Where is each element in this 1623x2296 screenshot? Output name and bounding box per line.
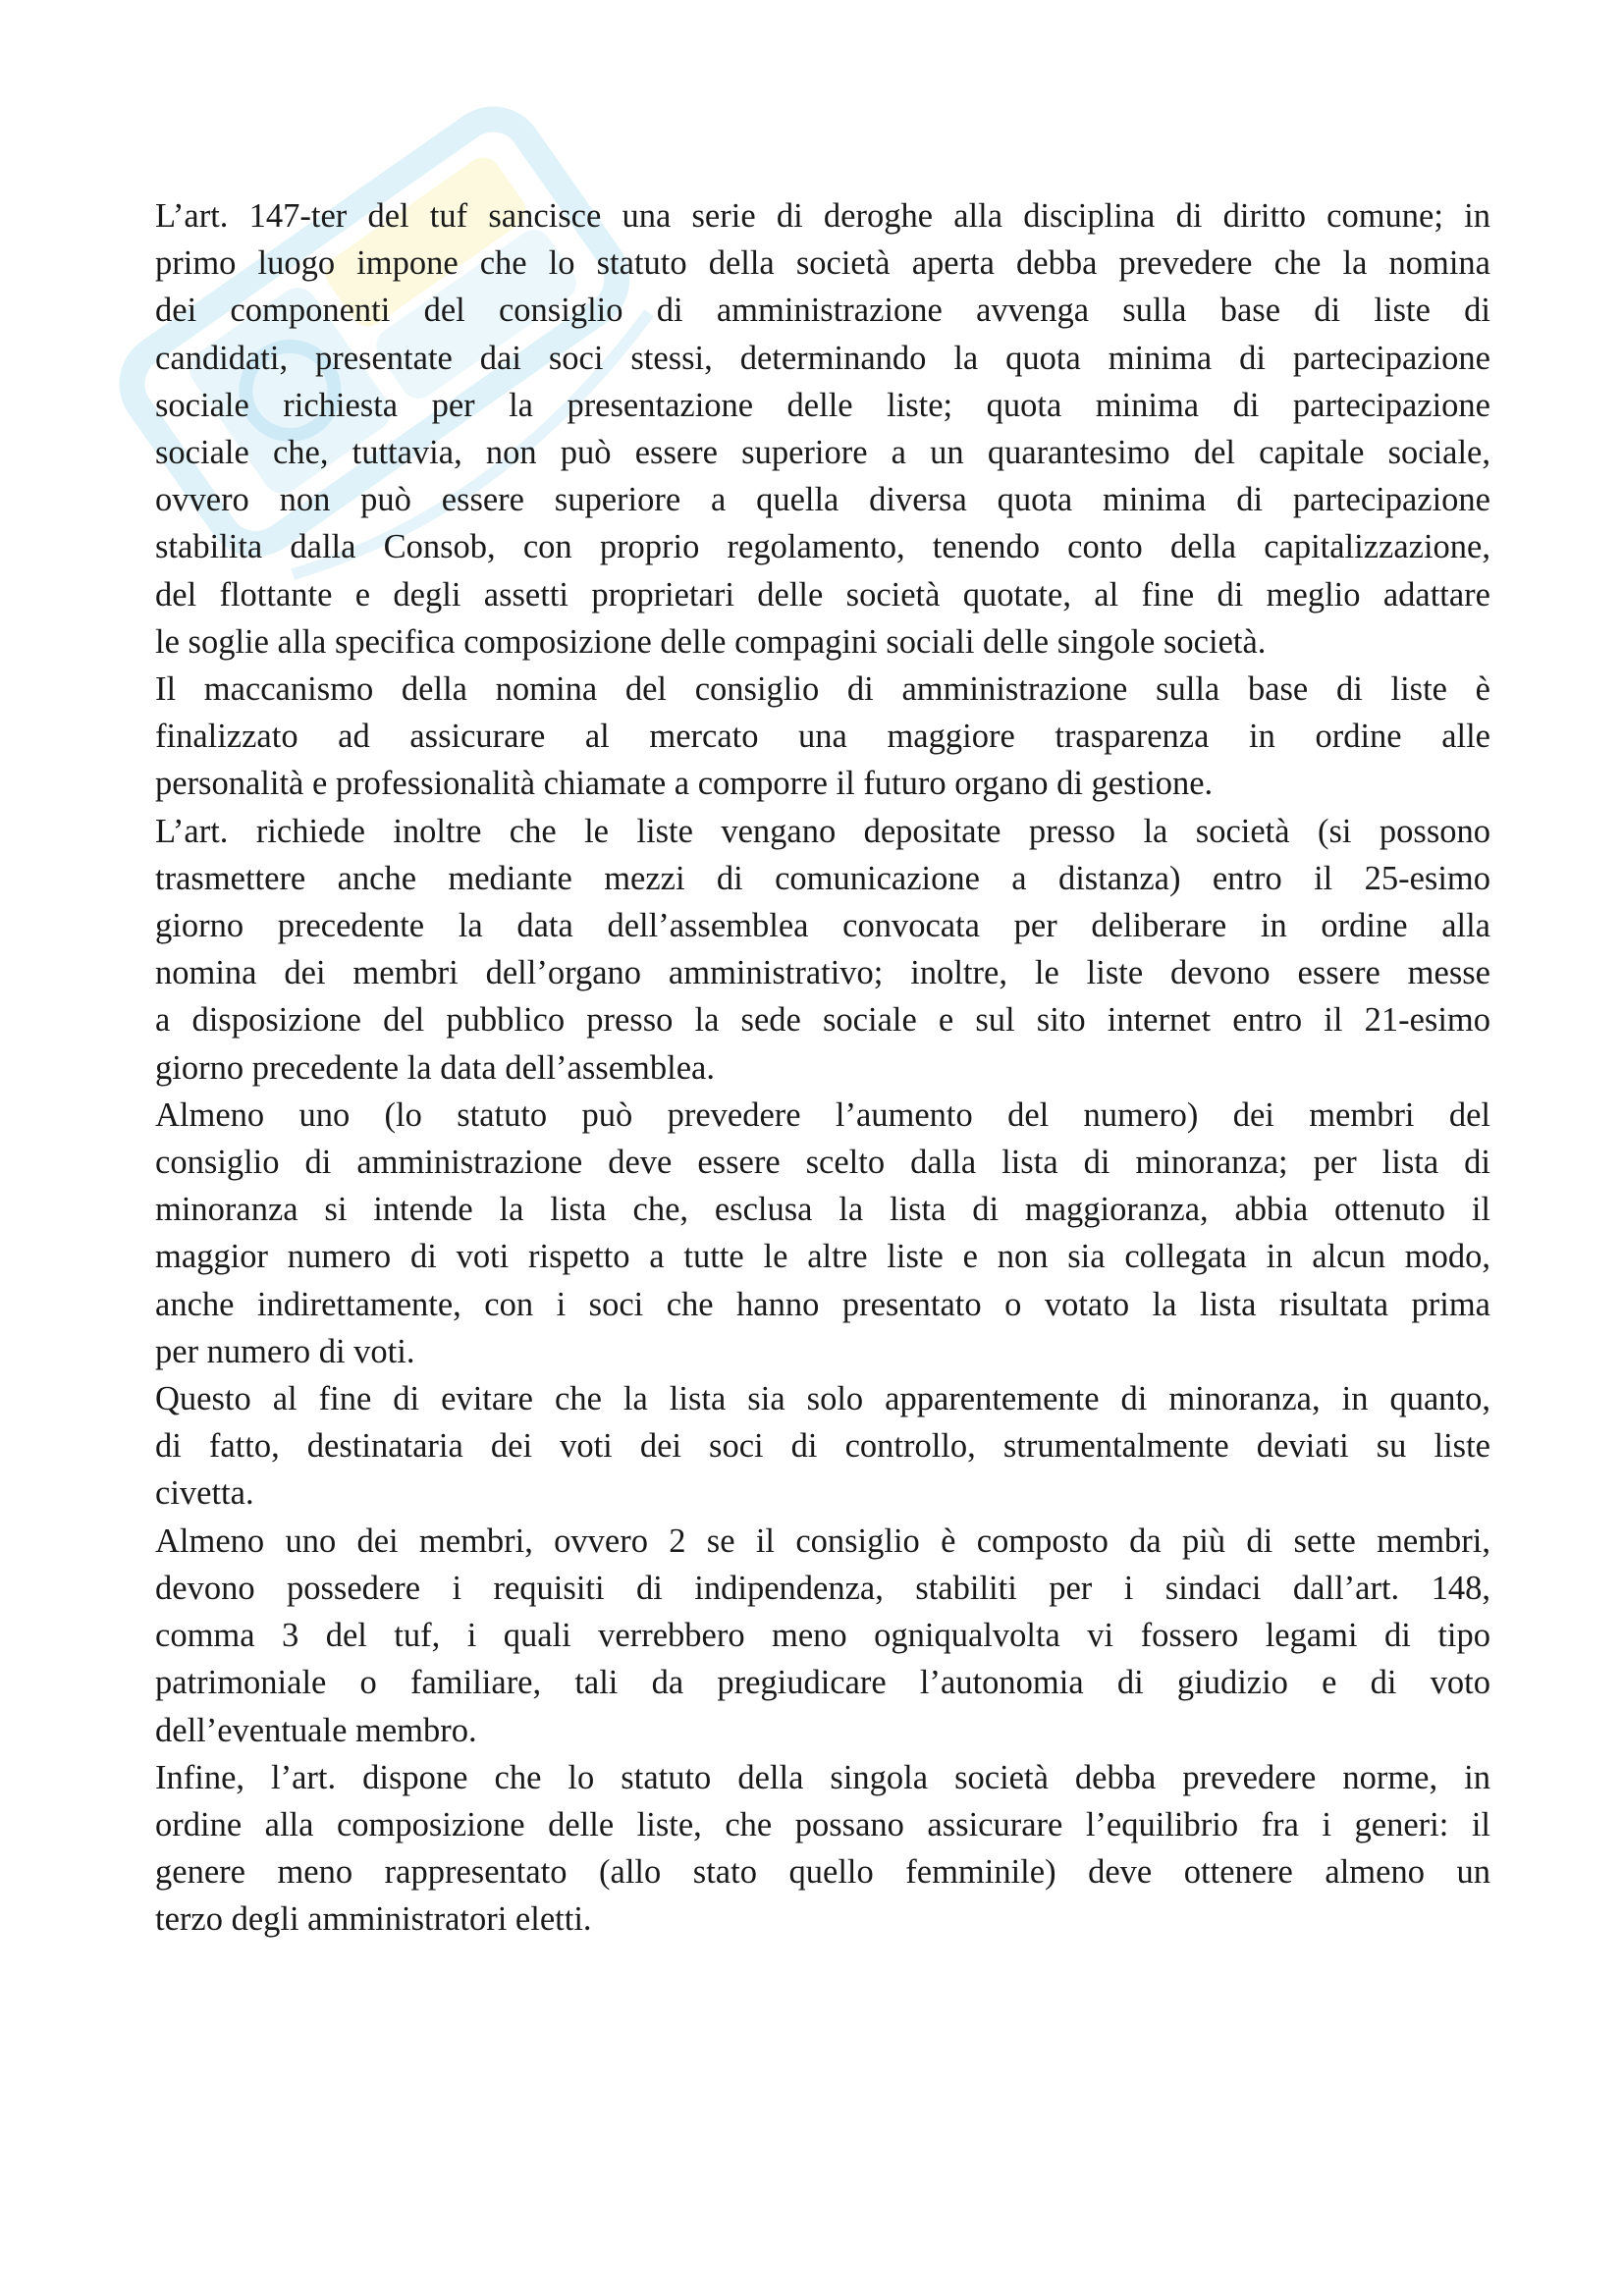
text-line: sociale che, tuttavia, non può essere superiore a un quarantesimo del capitale sociale, [155, 434, 1490, 472]
text-line: personalità e professionalità chiamate a comporre il futuro organo di gestione. [155, 765, 1214, 803]
text-line: giorno precedente la data dell’assemblea convocata per deliberare in ordine alla [155, 907, 1490, 945]
text-line: Il maccanismo della nomina del consiglio di amministrazione sulla base di liste è [155, 670, 1490, 709]
text-line: Almeno uno (lo statuto può prevedere l’aumento del numero) dei membri del [155, 1095, 1490, 1134]
text-line: L’art. 147-ter del tuf sancisce una serie di deroghe alla disciplina di diritto comune; in [155, 197, 1490, 235]
text-line: stabilita dalla Consob, con proprio regolamento, tenendo conto della capitalizzazione, [155, 528, 1490, 566]
text-line: devono possedere i requisiti di indipendenza, stabiliti per i sindaci dall’art. 148, [155, 1569, 1490, 1607]
text-line: sociale richiesta per la presentazione delle liste; quota minima di partecipazione [155, 386, 1490, 424]
text-line: maggior numero di voti rispetto a tutte le altre liste e non sia collegata in alcun modo, [155, 1238, 1490, 1276]
text-line: dell’eventuale membro. [155, 1711, 477, 1749]
text-line: civetta. [155, 1474, 254, 1513]
text-line: Questo al fine di evitare che la lista sia solo apparentemente di minoranza, in quanto, [155, 1380, 1490, 1418]
text-line: Almeno uno dei membri, ovvero 2 se il consiglio è composto da più di sette membri, [155, 1522, 1490, 1560]
text-line: primo luogo impone che lo statuto della società aperta debba prevedere che la nomina [155, 244, 1490, 283]
text-line: candidati, presentate dai soci stessi, determinando la quota minima di partecipazione [155, 339, 1490, 377]
text-line: ovvero non può essere superiore a quella diversa quota minima di partecipazione [155, 481, 1490, 519]
text-line: patrimoniale o familiare, tali da pregiudicare l’autonomia di giudizio e di voto [155, 1664, 1490, 1702]
text-line: genere meno rappresentato (allo stato quello femminile) deve ottenere almeno un [155, 1853, 1490, 1892]
text-line: anche indirettamente, con i soci che hanno presentato o votato la lista risultata prima [155, 1285, 1490, 1323]
text-line: minoranza si intende la lista che, esclusa la lista di maggioranza, abbia ottenuto il [155, 1191, 1490, 1229]
text-line: comma 3 del tuf, i quali verrebbero meno ogniqualvolta vi fossero legami di tipo [155, 1617, 1490, 1655]
text-line: consiglio di amministrazione deve essere scelto dalla lista di minoranza; per lista di [155, 1144, 1490, 1182]
text-line: a disposizione del pubblico presso la sede sociale e sul sito internet entro il 21-esimo [155, 1001, 1490, 1040]
text-line: per numero di voti. [155, 1332, 415, 1370]
text-line: Infine, l’art. dispone che lo statuto della singola società debba prevedere norme, in [155, 1758, 1490, 1796]
text-line: L’art. richiede inoltre che le liste vengano depositate presso la società (si possono [155, 812, 1490, 850]
text-line: le soglie alla specifica composizione delle compagini sociali delle singole società. [155, 622, 1267, 661]
text-line: finalizzato ad assicurare al mercato una maggiore trasparenza in ordine alle [155, 718, 1490, 756]
text-line: dei componenti del consiglio di amministrazione avvenga sulla base di liste di [155, 292, 1490, 330]
text-line: di fatto, destinataria dei voti dei soci di controllo, strumentalmente deviati su liste [155, 1427, 1490, 1466]
text-line: terzo degli amministratori eletti. [155, 1900, 592, 1939]
text-line: trasmettere anche mediante mezzi di comunicazione a distanza) entro il 25-esimo [155, 859, 1490, 897]
text-line: ordine alla composizione delle liste, che possano assicurare l’equilibrio fra i generi: il [155, 1805, 1490, 1843]
text-line: giorno precedente la data dell’assemblea. [155, 1048, 715, 1087]
text-line: nomina dei membri dell’organo amministrativo; inoltre, le liste devono essere messe [155, 954, 1490, 992]
document-body [155, 192, 1490, 1944]
text-line: del flottante e degli assetti proprietari delle società quotate, al fine di meglio adattare [155, 575, 1490, 614]
